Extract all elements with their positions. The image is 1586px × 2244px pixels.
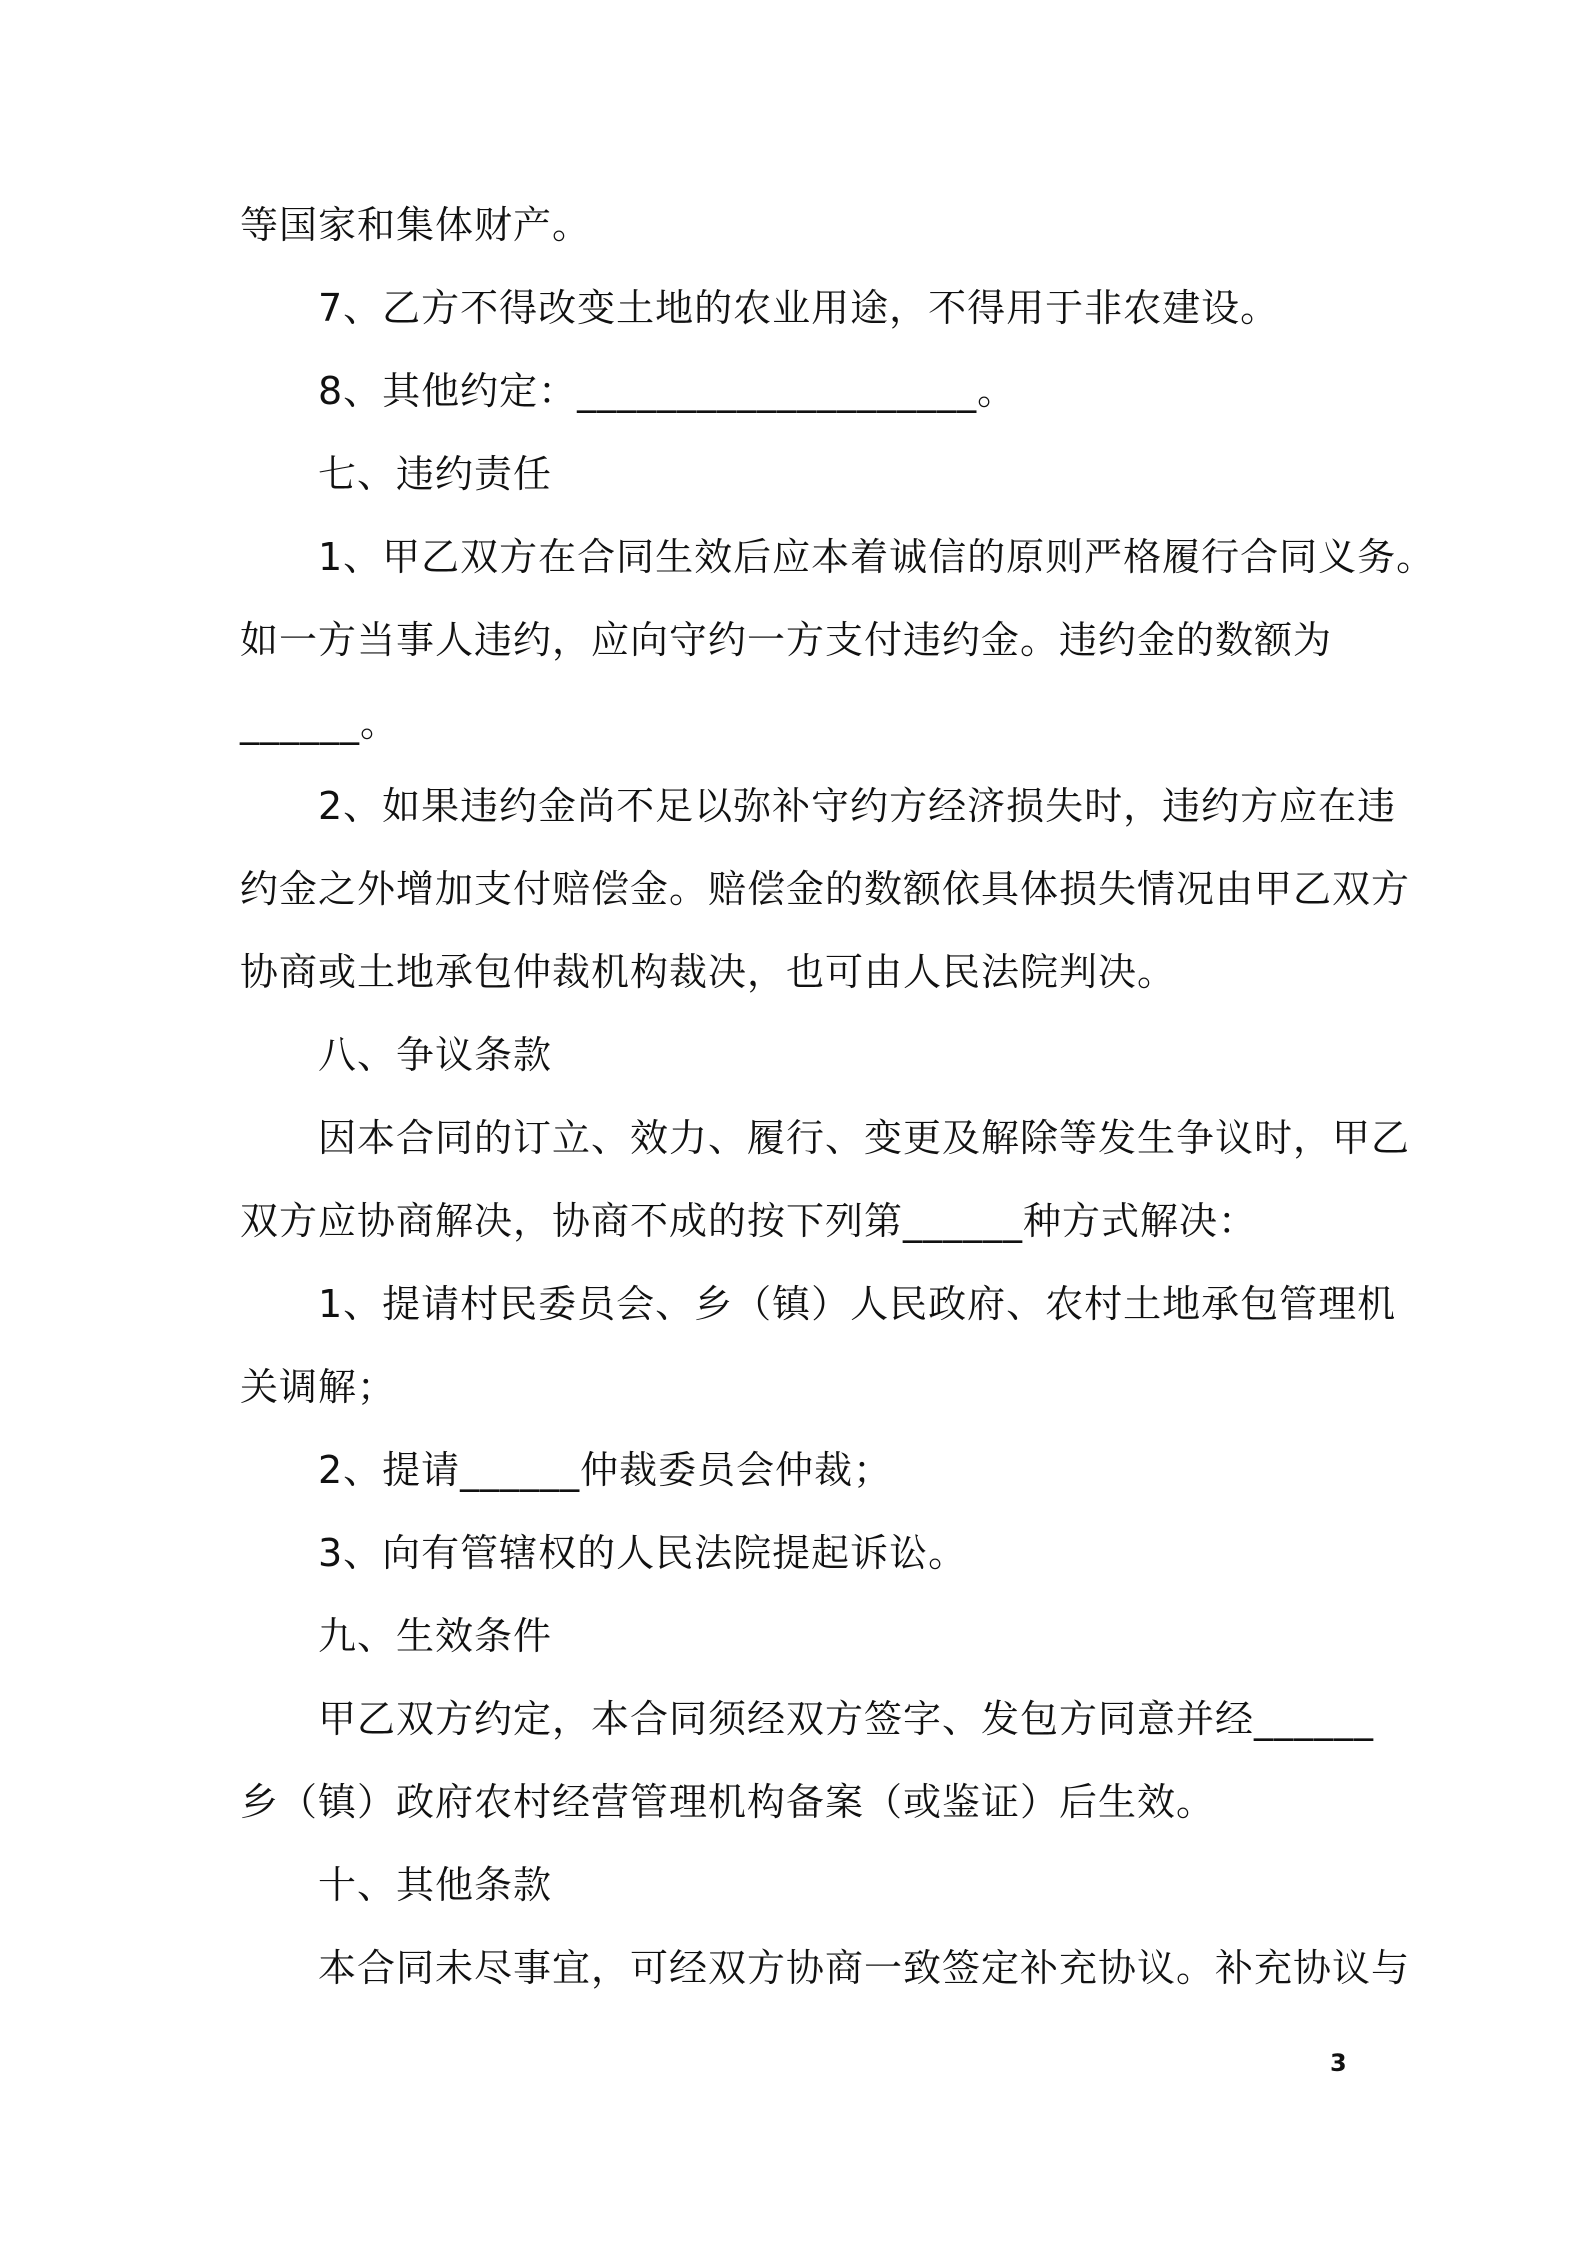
text-line: 约金之外增加支付赔偿金。赔偿金的数额依具体损失情况由甲乙双方	[240, 867, 1411, 911]
text-line: 1、提请村民委员会、乡（镇）人民政府、农村土地承包管理机	[318, 1282, 1397, 1326]
text-line: 7、乙方不得改变土地的农业用途，不得用于非农建设。	[318, 286, 1280, 330]
text-line: 关调解；	[240, 1365, 397, 1409]
text-line: 2、如果违约金尚不足以弥补守约方经济损失时，违约方应在违	[318, 784, 1397, 828]
text-line: ______。	[240, 701, 400, 745]
text-line: 3、向有管辖权的人民法院提起诉讼。	[318, 1531, 968, 1575]
section-heading: 七、违约责任	[318, 452, 553, 496]
text-line: 等国家和集体财产。	[240, 203, 592, 247]
text-line: 本合同未尽事宜，可经双方协商一致签定补充协议。补充协议与	[318, 1946, 1411, 1990]
section-heading: 十、其他条款	[318, 1863, 553, 1907]
text-line: 乡（镇）政府农村经营管理机构备案（或鉴证）后生效。	[240, 1780, 1216, 1824]
text-line: 因本合同的订立、效力、履行、变更及解除等发生争议时，甲乙	[318, 1116, 1411, 1160]
section-heading: 八、争议条款	[318, 1033, 553, 1077]
text-line: 2、提请______仲裁委员会仲裁；	[318, 1448, 893, 1492]
text-line: 8、其他约定：____________________。	[318, 369, 1017, 413]
section-heading: 九、生效条件	[318, 1614, 553, 1658]
text-line: 如一方当事人违约，应向守约一方支付违约金。违约金的数额为	[240, 618, 1333, 662]
text-line: 双方应协商解决，协商不成的按下列第______种方式解决：	[240, 1199, 1258, 1243]
text-line: 甲乙双方约定，本合同须经双方签字、发包方同意并经______	[318, 1697, 1375, 1741]
text-line: 协商或土地承包仲裁机构裁决，也可由人民法院判决。	[240, 950, 1177, 994]
text-line: 1、甲乙双方在合同生效后应本着诚信的原则严格履行合同义务。	[318, 535, 1436, 579]
page-number: 3	[1330, 2049, 1347, 2077]
